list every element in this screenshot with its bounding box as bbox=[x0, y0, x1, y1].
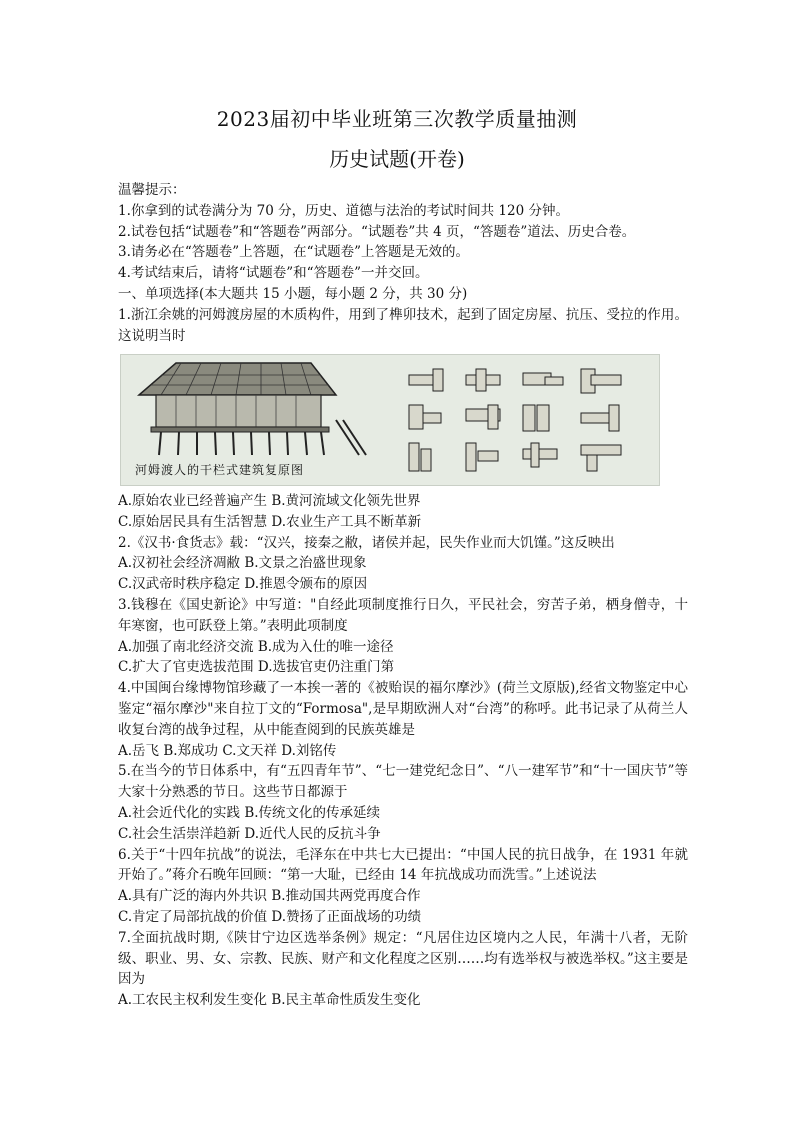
q6-options-row: C.肯定了局部抗战的价值 D.赞扬了正面战场的功绩 bbox=[118, 908, 422, 925]
tip-item: 4.考试结束后，请将“试题卷”和“答题卷”一并交回。 bbox=[118, 265, 429, 282]
question-3-stem: 3.钱穆在《国史新论》中写道："自经此项制度推行日久，平民社会，穷苦子弟，栖身僧寺，十年寒窗，也可跃登上第。”表明此项制度 bbox=[118, 596, 688, 634]
instructions-block bbox=[118, 180, 688, 346]
stilt-house-drawing bbox=[139, 363, 366, 455]
hemudu-figure bbox=[120, 354, 660, 486]
exam-subtitle: 历史试题(开卷) bbox=[329, 147, 465, 171]
tips-heading: 温馨提示： bbox=[118, 182, 186, 198]
question-5-stem: 5.在当今的节日体系中，有“五四青年节”、“七一建党纪念日”、“八一建军节”和“十一国庆节”等大家十分熟悉的节日。这些节日都源于 bbox=[118, 763, 688, 801]
section-heading: 一、单项选择(本大题共 15 小题，每小题 2 分，共 30 分) bbox=[118, 285, 468, 302]
tip-item: 1.你拿到的试卷满分为 70 分，历史、道德与法治的考试时间共 120 分钟。 bbox=[118, 202, 569, 219]
tip-item: 3.请务必在“答题卷”上答题，在“试题卷”上答题是无效的。 bbox=[118, 244, 469, 261]
tip-item: 2.试卷包括“试题卷”和“答题卷”两部分。“试题卷”共 4 页，“答题卷”道法、历史合卷。 bbox=[118, 223, 636, 240]
q5-options-row: C.社会生活崇洋趋新 D.近代人民的反抗斗争 bbox=[118, 825, 381, 842]
question-4-stem: 4.中国闽台缘博物馆珍藏了一本挨一著的《被贻误的福尔摩沙》(荷兰文原版),经省文物鉴定中心鉴定“福尔摩沙"来自拉丁文的“Formosa",是早期欧洲人对“台湾”的称呼。此书记录了从荷兰人收复台湾的战争过程，从中能查阅到的民族英雄是 bbox=[118, 680, 688, 738]
q7-options-row: A.工农民主权利发生变化 B.民主革命性质发生变化 bbox=[118, 992, 421, 1009]
q3-options-row: A.加强了南北经济交流 B.成为入仕的唯一途径 bbox=[118, 638, 394, 655]
q1-options-row: C.原始居民具有生活智慧 D.农业生产工具不断革新 bbox=[118, 513, 422, 530]
exam-title: 2023届初中毕业班第三次教学质量抽测 bbox=[216, 107, 578, 131]
question-1-stem: 1.浙江余姚的河姆渡房屋的木质构件，用到了榫卯技术，起到了固定房屋、抗压、受拉的作用。这说明当时 bbox=[118, 306, 688, 344]
figure-caption: 河姆渡人的干栏式建筑复原图 bbox=[131, 461, 308, 478]
question-7-stem: 7.全面抗战时期,《陕甘宁边区选举条例》规定：“凡居住边区境内之人民，年满十八者，无阶级、职业、男、女、宗教、民族、财产和文化程度之区别……均有选举权与被选举权。”这主要是因为 bbox=[118, 929, 688, 988]
mortise-tenon-diagrams bbox=[409, 369, 621, 471]
q2-options-row: A.汉初社会经济凋敝 B.文景之治盛世现象 bbox=[118, 555, 367, 572]
q4-options-row: A.岳飞 B.郑成功 C.文天祥 D.刘铭传 bbox=[118, 742, 337, 759]
q3-options-row: C.扩大了官吏选拔范围 D.选拔官吏仍注重门第 bbox=[118, 659, 395, 676]
question-2-stem: 2.《汉书·食货志》载：“汉兴，接秦之敝，诸侯并起，民失作业而大饥馑。”这反映出 bbox=[118, 534, 615, 551]
q1-options-row: A.原始农业已经普遍产生 B.黄河流域文化领先世界 bbox=[118, 493, 421, 509]
q2-options-row: C.汉武帝时秩序稳定 D.推恩令颁布的原因 bbox=[118, 576, 368, 593]
q6-options-row: A.具有广泛的海内外共识 B.推动国共两党再度合作 bbox=[118, 888, 421, 905]
questions-block bbox=[118, 491, 688, 1011]
q5-options-row: A.社会近代化的实践 B.传统文化的传承延续 bbox=[118, 804, 381, 821]
question-6-stem: 6.关于“十四年抗战”的说法，毛泽东在中共七大已提出：“中国人民的抗日战争，在 1931 年就开始了。”蒋介石晚年回顾：“第一大耻，已经由 14 年抗战成功而洗雪。”上述说法 bbox=[118, 846, 688, 884]
